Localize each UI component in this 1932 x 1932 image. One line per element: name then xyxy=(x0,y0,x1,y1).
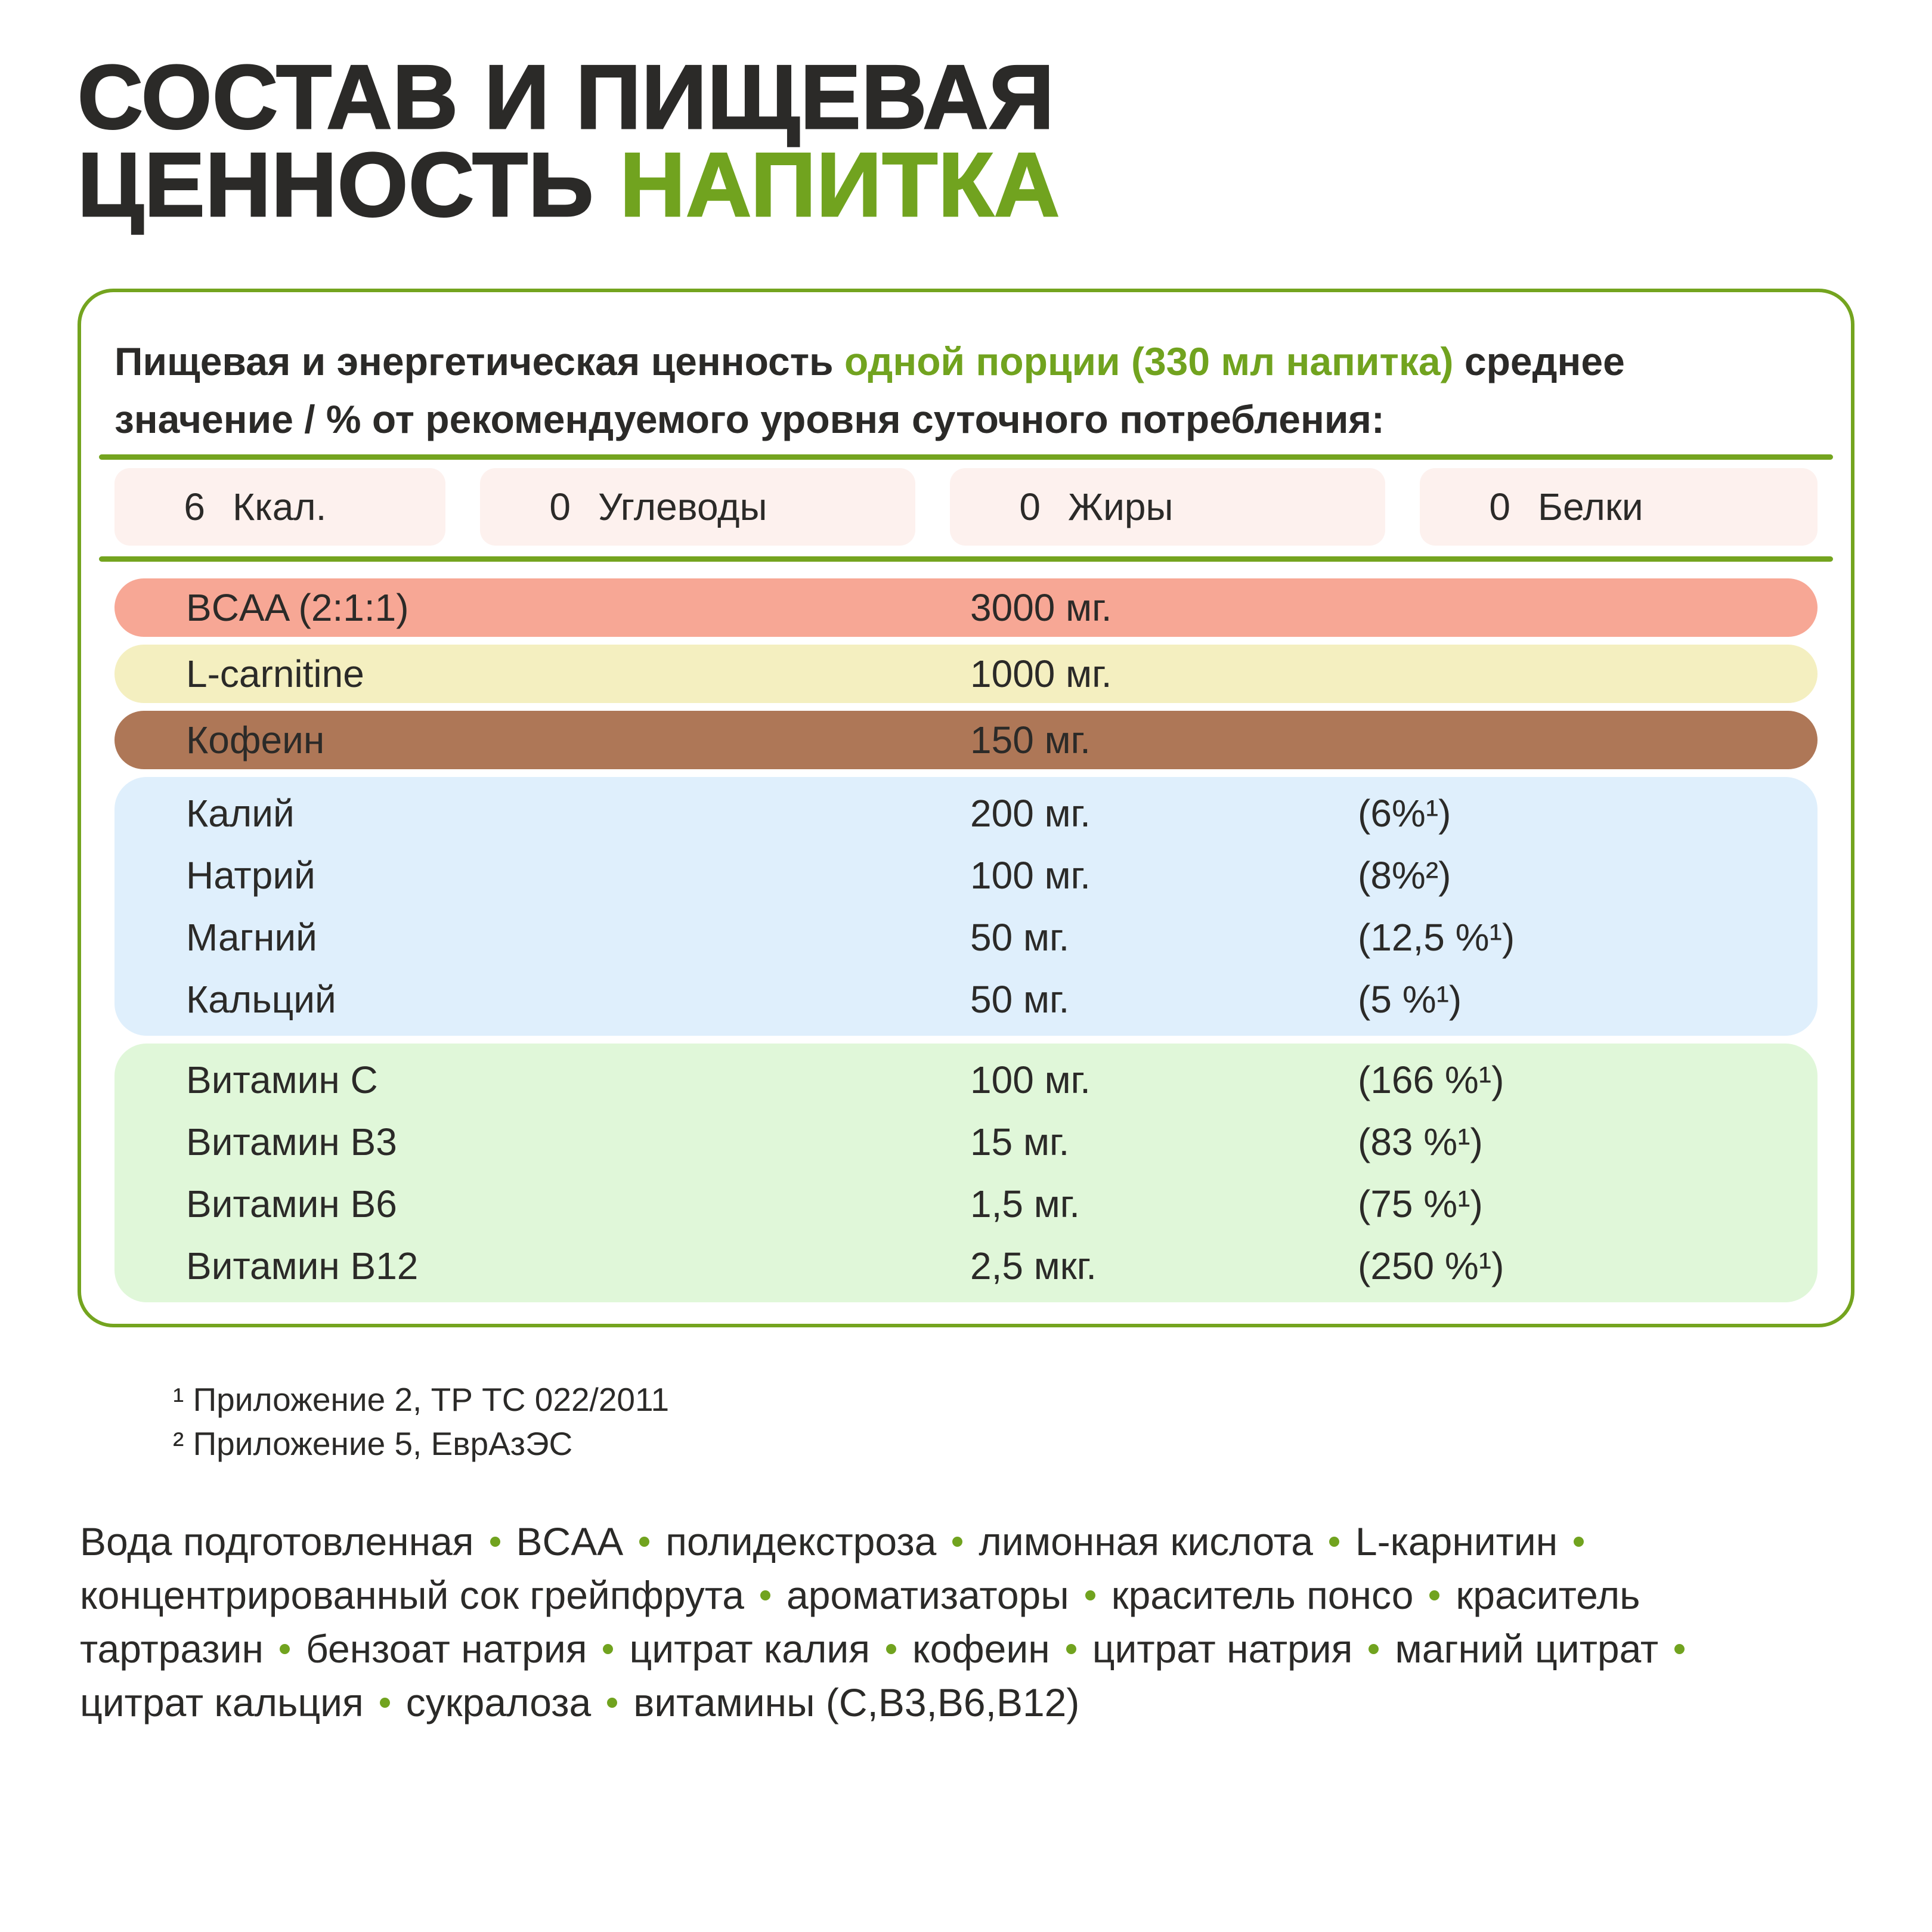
intro-text xyxy=(114,333,1772,448)
vitamins-group xyxy=(114,1044,1818,1302)
nutrient-row-sodium xyxy=(114,846,1818,905)
nutrient-value: 100 мг. xyxy=(970,1058,1091,1101)
nutrient-label: Магний xyxy=(186,916,317,959)
nutrient-value: 1000 мг. xyxy=(970,652,1112,695)
macro-cell-carbs xyxy=(480,468,915,546)
nutrient-percent: (166 %¹) xyxy=(1358,1058,1504,1101)
macro-value: 0 xyxy=(1019,485,1041,528)
nutrient-percent: (75 %¹) xyxy=(1358,1182,1483,1225)
macro-label: Белки xyxy=(1538,485,1643,528)
nutrient-value: 100 мг. xyxy=(970,854,1091,897)
nutrient-percent: (5 %¹) xyxy=(1358,978,1462,1021)
ingredient-item: концентрированный сок грейпфрута xyxy=(80,1573,744,1617)
nutrient-label: Витамин B6 xyxy=(186,1182,397,1225)
ingredient-item: витамины (C,B3,B6,B12) xyxy=(633,1680,1080,1724)
nutrient-label: L-carnitine xyxy=(186,652,364,695)
page-title xyxy=(78,47,1854,236)
ingredients-paragraph xyxy=(80,1515,1821,1729)
nutrient-row-vitamin-b6 xyxy=(114,1175,1818,1233)
macro-cell-fats xyxy=(950,468,1385,546)
nutrient-row-potassium xyxy=(114,784,1818,843)
intro-serving-highlight: одной порции (330 мл напитка) xyxy=(844,339,1454,383)
macro-cell-kcal xyxy=(114,468,445,546)
nutrient-value: 15 мг. xyxy=(970,1120,1070,1163)
nutrient-value: 2,5 мкг. xyxy=(970,1244,1097,1287)
bullet-separator-icon xyxy=(760,1590,770,1600)
bullet-separator-icon xyxy=(639,1537,649,1547)
nutrient-label: Натрий xyxy=(186,854,315,897)
minerals-group xyxy=(114,777,1818,1036)
nutrient-percent: (12,5 %¹) xyxy=(1358,916,1515,959)
bullet-separator-icon xyxy=(490,1537,500,1547)
bullet-separator-icon xyxy=(280,1644,290,1654)
nutrient-percent: (8%²) xyxy=(1358,854,1451,897)
macro-label: Жиры xyxy=(1068,485,1174,528)
ingredient-item: лимонная кислота xyxy=(979,1519,1313,1563)
ingredient-item: полидекстроза xyxy=(665,1519,937,1563)
nutrient-row-calcium xyxy=(114,970,1818,1029)
nutrient-label: Кофеин xyxy=(186,719,325,761)
ingredient-item: кофеин xyxy=(912,1627,1050,1671)
macro-label: Ккал. xyxy=(233,485,327,528)
nutrient-value: 200 мг. xyxy=(970,792,1091,835)
nutrient-value: 3000 мг. xyxy=(970,586,1112,629)
nutrient-row-carnitine xyxy=(114,645,1818,703)
title-line2-green: НАПИТКА xyxy=(620,134,1060,236)
nutrient-label: Калий xyxy=(186,792,295,835)
footnotes xyxy=(173,1377,1854,1466)
bullet-separator-icon xyxy=(607,1698,617,1708)
nutrient-value: 150 мг. xyxy=(970,719,1091,761)
nutrient-value: 50 мг. xyxy=(970,916,1070,959)
footnote-2: ² Приложение 5, ЕврАзЭС xyxy=(173,1425,573,1462)
title-line2-dark: ЦЕННОСТЬ xyxy=(78,134,595,236)
bullet-separator-icon xyxy=(1674,1644,1685,1654)
bullet-separator-icon xyxy=(1429,1590,1439,1600)
nutrient-table xyxy=(114,578,1818,1302)
nutrient-row-vitamin-b3 xyxy=(114,1113,1818,1171)
nutrition-panel xyxy=(78,289,1854,1327)
bullet-separator-icon xyxy=(1085,1590,1095,1600)
bullet-separator-icon xyxy=(603,1644,613,1654)
ingredient-item: ароматизаторы xyxy=(786,1573,1069,1617)
divider-bottom xyxy=(99,556,1833,562)
ingredient-item: краситель тартразин xyxy=(80,1573,1640,1671)
nutrient-label: Витамин B12 xyxy=(186,1244,419,1287)
bullet-separator-icon xyxy=(1368,1644,1379,1654)
bullet-separator-icon xyxy=(1574,1537,1584,1547)
ingredient-item: бензоат натрия xyxy=(305,1627,587,1671)
intro-part1: Пищевая и энергетическая ценность xyxy=(114,339,834,383)
nutrient-row-vitamin-c xyxy=(114,1051,1818,1109)
footnote-1: ¹ Приложение 2, ТР ТС 022/2011 xyxy=(173,1381,670,1418)
ingredient-item: краситель понсо xyxy=(1111,1573,1414,1617)
nutrient-label: Кальций xyxy=(186,978,336,1021)
macro-value: 0 xyxy=(1489,485,1510,528)
title-line1: СОСТАВ И ПИЩЕВАЯ xyxy=(78,47,1055,148)
nutrient-row-bcaa xyxy=(114,578,1818,637)
ingredient-item: цитрат калия xyxy=(629,1627,871,1671)
nutrient-percent: (6%¹) xyxy=(1358,792,1451,835)
nutrient-row-magnesium xyxy=(114,908,1818,967)
macro-value: 6 xyxy=(184,485,205,528)
bullet-separator-icon xyxy=(952,1537,962,1547)
nutrient-percent: (83 %¹) xyxy=(1358,1120,1483,1163)
bullet-separator-icon xyxy=(1066,1644,1076,1654)
intro-part2: среднее значение / % от рекомендуемого уровня суточного потребления: xyxy=(114,339,1625,441)
nutrient-percent: (250 %¹) xyxy=(1358,1244,1504,1287)
macro-value: 0 xyxy=(549,485,571,528)
nutrient-label: Витамин C xyxy=(186,1058,378,1101)
ingredient-item: L-карнитин xyxy=(1355,1519,1558,1563)
divider-top xyxy=(99,454,1833,460)
macro-summary-row xyxy=(114,468,1818,546)
ingredient-item: BCAA xyxy=(516,1519,624,1563)
nutrient-row-vitamin-b12 xyxy=(114,1237,1818,1295)
macro-label: Углеводы xyxy=(598,485,767,528)
nutrient-value: 1,5 мг. xyxy=(970,1182,1080,1225)
ingredient-item: сукралоза xyxy=(405,1680,592,1724)
ingredient-item: цитрат кальция xyxy=(80,1680,364,1724)
bullet-separator-icon xyxy=(380,1698,390,1708)
nutrient-row-caffeine xyxy=(114,711,1818,769)
nutrient-label: BCAA (2:1:1) xyxy=(186,586,409,629)
bullet-separator-icon xyxy=(1329,1537,1339,1547)
macro-cell-proteins xyxy=(1420,468,1818,546)
ingredient-item: цитрат натрия xyxy=(1092,1627,1353,1671)
nutrient-value: 50 мг. xyxy=(970,978,1070,1021)
bullet-separator-icon xyxy=(886,1644,896,1654)
ingredient-item: Вода подготовленная xyxy=(80,1519,474,1563)
nutrient-label: Витамин B3 xyxy=(186,1120,397,1163)
ingredient-item: магний цитрат xyxy=(1395,1627,1659,1671)
